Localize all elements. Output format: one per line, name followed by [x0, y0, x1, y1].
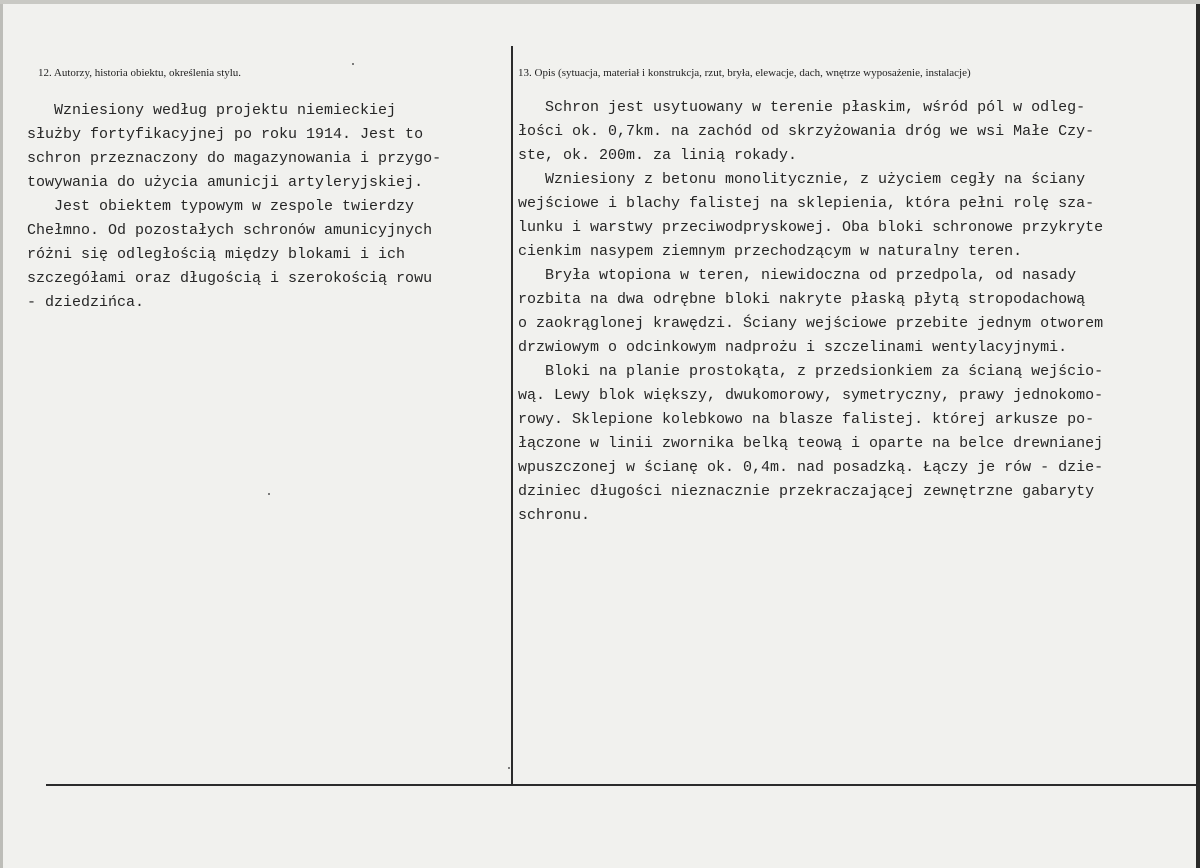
text-line: Wzniesiony z betonu monolitycznie, z użyciem cegły na ściany	[518, 171, 1086, 188]
bottom-rule	[46, 784, 1200, 786]
text-line: ste, ok. 200m. za linią rokady.	[518, 147, 798, 164]
text-line: Bloki na planie prostokąta, z przedsionkiem za ścianą wejścio-	[518, 363, 1104, 380]
text-line: drzwiowym o odcinkowym nadprożu i szczelinami wentylacyjnymi.	[518, 339, 1068, 356]
text-line: Chełmno. Od pozostałych schronów amunicyjnych	[27, 222, 433, 239]
text-line: łości ok. 0,7km. na zachód od skrzyżowania dróg we wsi Małe Czy-	[518, 123, 1095, 140]
text-line: o zaokrąglonej krawędzi. Ściany wejściowe przebite jednym otworem	[518, 315, 1104, 332]
paper-speck	[268, 493, 270, 495]
text-line: rowy. Sklepione kolebkowo na blasze falistej. której arkusze po-	[518, 411, 1095, 428]
text-line: Schron jest usytuowany w terenie płaskim, wśród pól w odleg-	[518, 99, 1086, 116]
text-line: cienkim nasypem ziemnym przechodzącym w naturalny teren.	[518, 243, 1023, 260]
text-line: schronu.	[518, 507, 591, 524]
section-13-label: 13. Opis (sytuacja, materiał i konstrukcja, rzut, bryła, elewacje, dach, wnętrze wyposażenie, instalacje)	[518, 67, 971, 79]
text-line: towywania do użycia amunicji artyleryjskiej.	[27, 174, 424, 191]
text-line: schron przeznaczony do magazynowania i przygo-	[27, 150, 442, 167]
text-line: wą. Lewy blok większy, dwukomorowy, symetryczny, prawy jednokomo-	[518, 387, 1104, 404]
card-left-edge	[0, 4, 3, 868]
text-line: Bryła wtopiona w teren, niewidoczna od przedpola, od nasady	[518, 267, 1077, 284]
text-line: Wzniesiony według projektu niemieckiej	[27, 102, 397, 119]
text-line: - dziedzińca.	[27, 294, 145, 311]
text-line: Jest obiektem typowym w zespole twierdzy	[27, 198, 415, 215]
column-divider	[511, 46, 513, 786]
text-line: wejściowe i blachy falistej na sklepienia, która pełni rolę sza-	[518, 195, 1095, 212]
text-line: łączone w linii zwornika belką teową i oparte na belce drewnianej	[518, 435, 1104, 452]
text-line: wpuszczonej w ścianę ok. 0,4m. nad posadzką. Łączy je rów - dzie-	[518, 459, 1104, 476]
text-line: rozbita na dwa odrębne bloki nakryte płaską płytą stropodachową	[518, 291, 1086, 308]
card-right-edge	[1196, 4, 1200, 868]
text-line: różni się odległością między blokami i ich	[27, 246, 406, 263]
section-12-label: 12. Autorzy, historia obiektu, określenia stylu.	[38, 67, 242, 79]
text-line: lunku i warstwy przeciwodpryskowej. Oba bloki schronowe przykryte	[518, 219, 1104, 236]
text-line: szczegółami oraz długością i szerokością rowu	[27, 270, 433, 287]
text-line: dziniec długości nieznacznie przekraczającej zewnętrzne gabaryty	[518, 483, 1095, 500]
text-line: służby fortyfikacyjnej po roku 1914. Jest to	[27, 126, 424, 143]
paper-speck	[508, 767, 510, 769]
paper-speck	[352, 63, 354, 65]
